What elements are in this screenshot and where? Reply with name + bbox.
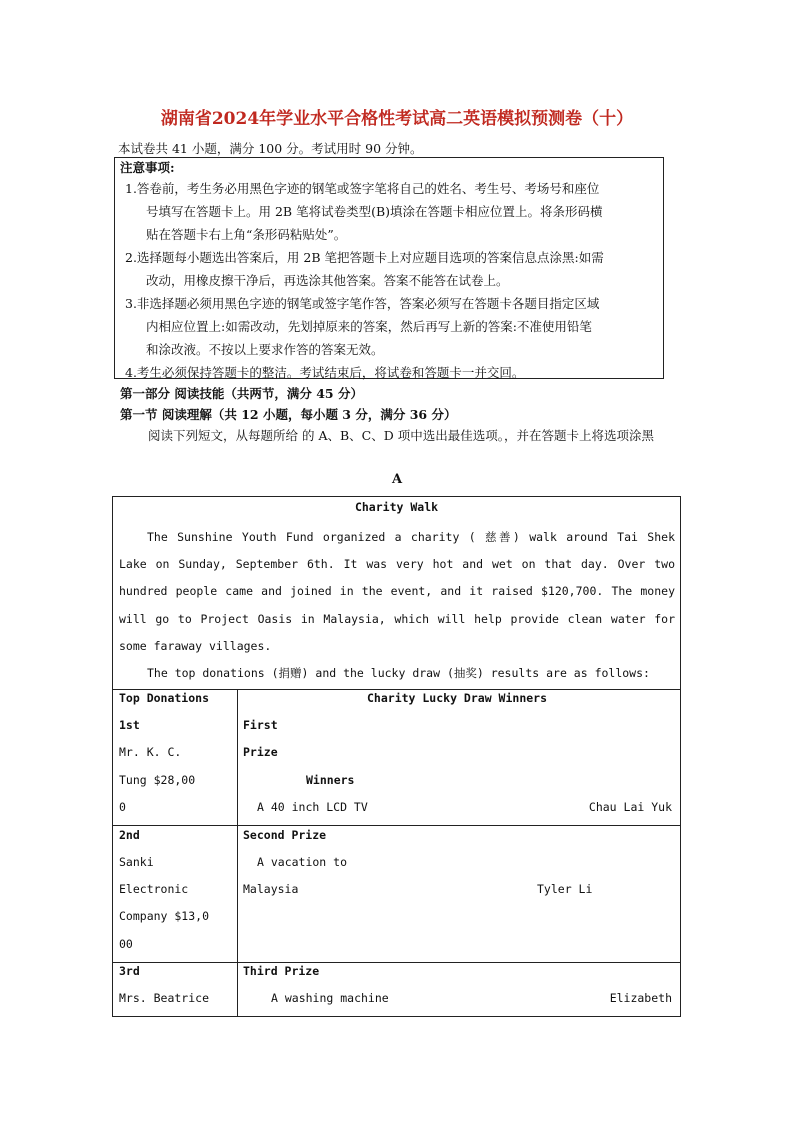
- exam-title: 湖南省2024年学业水平合格性考试高二英语模拟预测卷（十）: [160, 109, 634, 129]
- prize-winner: Elizabeth: [609, 991, 672, 1005]
- exam-intro: 本试卷共 41 小题，满分 100 分。考试用时 90 分钟。: [118, 141, 423, 156]
- table-divider: [113, 962, 680, 963]
- prize-winner: Chau Lai Yuk: [588, 800, 672, 814]
- passage-box: [112, 496, 681, 1017]
- notice-text: 3.非选择题必须用黑色字迹的钢笔或签字笔作答，答案必须写在答题卡各题目指定区域: [125, 296, 600, 311]
- prize-label: Prize: [243, 745, 278, 759]
- section-heading: 第一节 阅读理解（共 12 小题，每小题 3 分，满分 36 分）: [120, 407, 457, 422]
- donor-line: 00: [119, 937, 133, 951]
- donor-line: Mrs. Beatrice: [119, 991, 210, 1005]
- notice-line: [120, 361, 658, 384]
- donor-line: Mr. K. C.: [119, 745, 182, 759]
- lucky-draw-header: Charity Lucky Draw Winners: [367, 691, 548, 705]
- notice-text: 内相应位置上:如需改动，先划掉原来的答案，然后再写上新的答案:不准使用铅笔: [146, 319, 592, 334]
- notice-text: 号填写在答题卡上。用 2B 笔将试卷类型(B)填涂在答题卡相应位置上。将条形码横: [146, 204, 603, 219]
- notice-text: 和涂改液。不按以上要求作答的答案无效。: [146, 342, 384, 357]
- notice-line: [120, 292, 658, 361]
- prize-item: A vacation to: [257, 855, 348, 869]
- prize-winner: Tyler Li: [537, 882, 593, 896]
- donor-line: Tung $28,00: [119, 773, 196, 787]
- rank-label: 1st: [119, 718, 140, 732]
- donor-line: 0: [119, 800, 126, 814]
- donor-line: Company $13,0: [119, 909, 210, 923]
- prize-label: Third Prize: [243, 964, 320, 978]
- prize-label: Second Prize: [243, 828, 327, 842]
- notice-text: 改动，用橡皮擦干净后，再选涂其他答案。答案不能答在试卷上。: [146, 273, 509, 288]
- notice-title: 注意事项:: [120, 160, 175, 175]
- passage-letter: A: [391, 472, 403, 487]
- notice-line: [120, 246, 658, 292]
- rank-label: 2nd: [119, 828, 140, 842]
- prize-item: Malaysia: [243, 882, 299, 896]
- prize-label: First: [243, 718, 278, 732]
- donor-line: Sanki: [119, 855, 154, 869]
- notice-text: 1.答卷前，考生务必用黑色字迹的钢笔或签字笔将自己的姓名、考生号、考场号和座位: [125, 181, 600, 196]
- passage-paragraph: The top donations (捐赠) and the lucky draw (抽奖) results are as follows:: [147, 666, 650, 681]
- passage-title: Charity Walk: [354, 500, 439, 514]
- winners-label: Winners: [306, 773, 355, 787]
- donor-line: Electronic: [119, 882, 189, 896]
- notice-line: [120, 177, 658, 246]
- notice-text: 贴在答题卡右上角“条形码粘贴处”。: [146, 227, 347, 242]
- table-column-divider: [237, 689, 238, 1016]
- prize-item: A washing machine: [271, 991, 389, 1005]
- rank-label: 3rd: [119, 964, 140, 978]
- notice-text: 2.选择题每小题选出答案后，用 2B 笔把答题卡上对应题目选项的答案信息点涂黑:如需: [125, 250, 604, 265]
- donations-header: Top Donations: [119, 691, 210, 705]
- prize-item: A 40 inch LCD TV: [257, 800, 368, 814]
- section-instruction: 阅读下列短文，从每题所给 的 A、B、C、D 项中选出最佳选项。，并在答题卡上将选项涂黑: [148, 428, 654, 443]
- part-heading: 第一部分 阅读技能（共两节，满分 45 分）: [120, 386, 363, 401]
- passage-body: [119, 524, 675, 687]
- notice-box: [114, 157, 664, 379]
- table-divider: [113, 825, 680, 826]
- passage-paragraph: The Sunshine Youth Fund organized a charity ( 慈善) walk around Tai Shek Lake on Sunday, September 6th. It was very hot and wet on that day. Over two hundred people came and joined in the event, and it raised $120,700. The money will go to Project Oasis in Malaysia, which will help provide clean water for some faraway villages.: [119, 530, 675, 653]
- notice-text: 4.考生必须保持答题卡的整洁。考试结束后，将试卷和答题卡一并交回。: [125, 365, 525, 380]
